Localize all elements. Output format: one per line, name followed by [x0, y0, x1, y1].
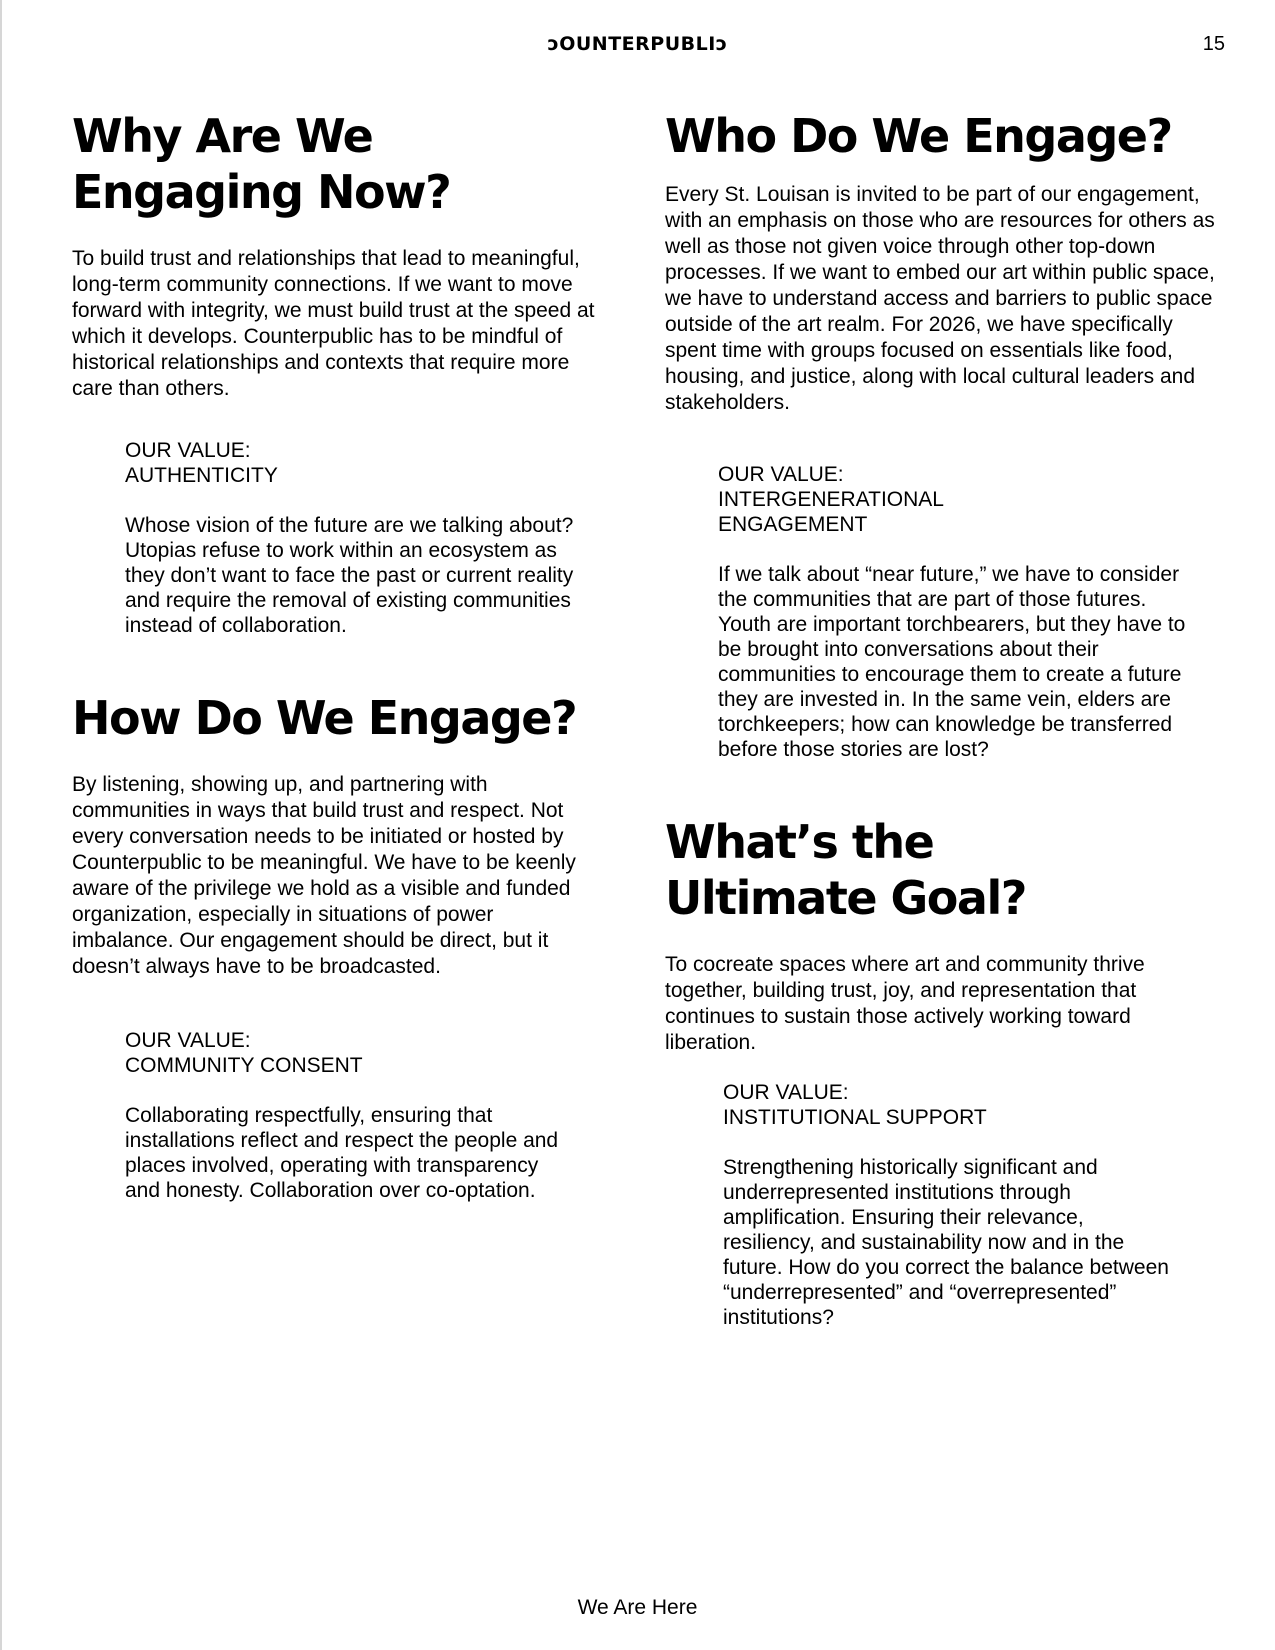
section-body: Every St. Louisan is invited to be part of our engagement, with an emphasis on those who are resources for others as well as those not given voice through other top-down processes. If we want to embed our art within public space, we have to understand access and barriers to public space outside of the art realm. For 2026, we have specifically spent time with groups focused on essentials like food, housing, and justice, along with local cultural leaders and stakeholders. [665, 183, 1215, 414]
value-block [125, 438, 595, 638]
section-heading: How Do We Engage? [72, 691, 577, 745]
left-column [72, 108, 642, 1203]
page-number: 15 [1202, 33, 1225, 55]
value-label: OUR VALUE: [125, 1029, 251, 1052]
value-text: If we talk about “near future,” we have to consider the communities that are part of those futures. Youth are important torchbearers, but they have to be brought into conversations about their communities to encourage them to create a future they are invested in. In the same vein, elders are torchkeepers; how can knowledge be transferred before those stories are lost? [718, 563, 1186, 761]
value-text: Strengthening historically significant and underrepresented institutions through amplification. Ensuring their relevance, resiliency, and sustainability now and in the future. How do you correct the balance between “underrepresented” and “overrepresented” institutions? [723, 1156, 1169, 1329]
value-name: COMMUNITY CONSENT [125, 1054, 363, 1077]
value-name: INSTITUTIONAL SUPPORT [723, 1106, 987, 1129]
value-block [718, 462, 1198, 762]
section-body: By listening, showing up, and partnering with communities in ways that build trust and respect. Not every conversation needs to be initiated or hosted by Counterpublic to be meaningful. We have to be keenly aware of the privilege we hold as a visible and funded organization, especially in situations of power imbalance. Our engagement should be direct, but it doesn’t always have to be broadcasted. [72, 773, 576, 978]
section-heading: What’s the Ultimate Goal? [665, 815, 1026, 925]
value-label: OUR VALUE: [718, 463, 844, 486]
section-body: To cocreate spaces where art and community thrive together, building trust, joy, and representation that continues to sustain those actively working toward liberation. [665, 953, 1145, 1054]
section-who-engage [665, 108, 1240, 762]
section-body: To build trust and relationships that lead to meaningful, long-term community connections. If we want to move forward with integrity, we must build trust at the speed at which it develops. Counterpublic has to be mindful of historical relationships and contexts that require more care than others. [72, 247, 595, 400]
value-label: OUR VALUE: [723, 1081, 849, 1104]
section-heading: Who Do We Engage? [665, 109, 1172, 163]
value-text: Whose vision of the future are we talking about? Utopias refuse to work within an ecosystem as they don’t want to face the past or current reality and require the removal of existing communities instead of collaboration. [125, 514, 574, 637]
section-how-engage [72, 690, 642, 1203]
value-name: AUTHENTICITY [125, 464, 278, 487]
footer-publication-title: We Are Here [577, 1596, 698, 1619]
value-name: INTERGENERATIONAL ENGAGEMENT [718, 488, 944, 536]
right-column [665, 108, 1240, 1330]
page-edge [0, 0, 2, 1650]
value-label: OUR VALUE: [125, 439, 251, 462]
value-block [125, 1028, 565, 1203]
brand-logo: ↄOUNTERPUBLIↄ [547, 33, 728, 55]
section-ultimate-goal [665, 814, 1240, 1330]
value-text: Collaborating respectfully, ensuring that installations reflect and respect the people and places involved, operating with transparency and honesty. Collaboration over co-optation. [125, 1104, 559, 1202]
section-why-engage-now [72, 108, 642, 638]
value-block [723, 1080, 1178, 1330]
section-heading: Why Are We Engaging Now? [72, 109, 451, 219]
